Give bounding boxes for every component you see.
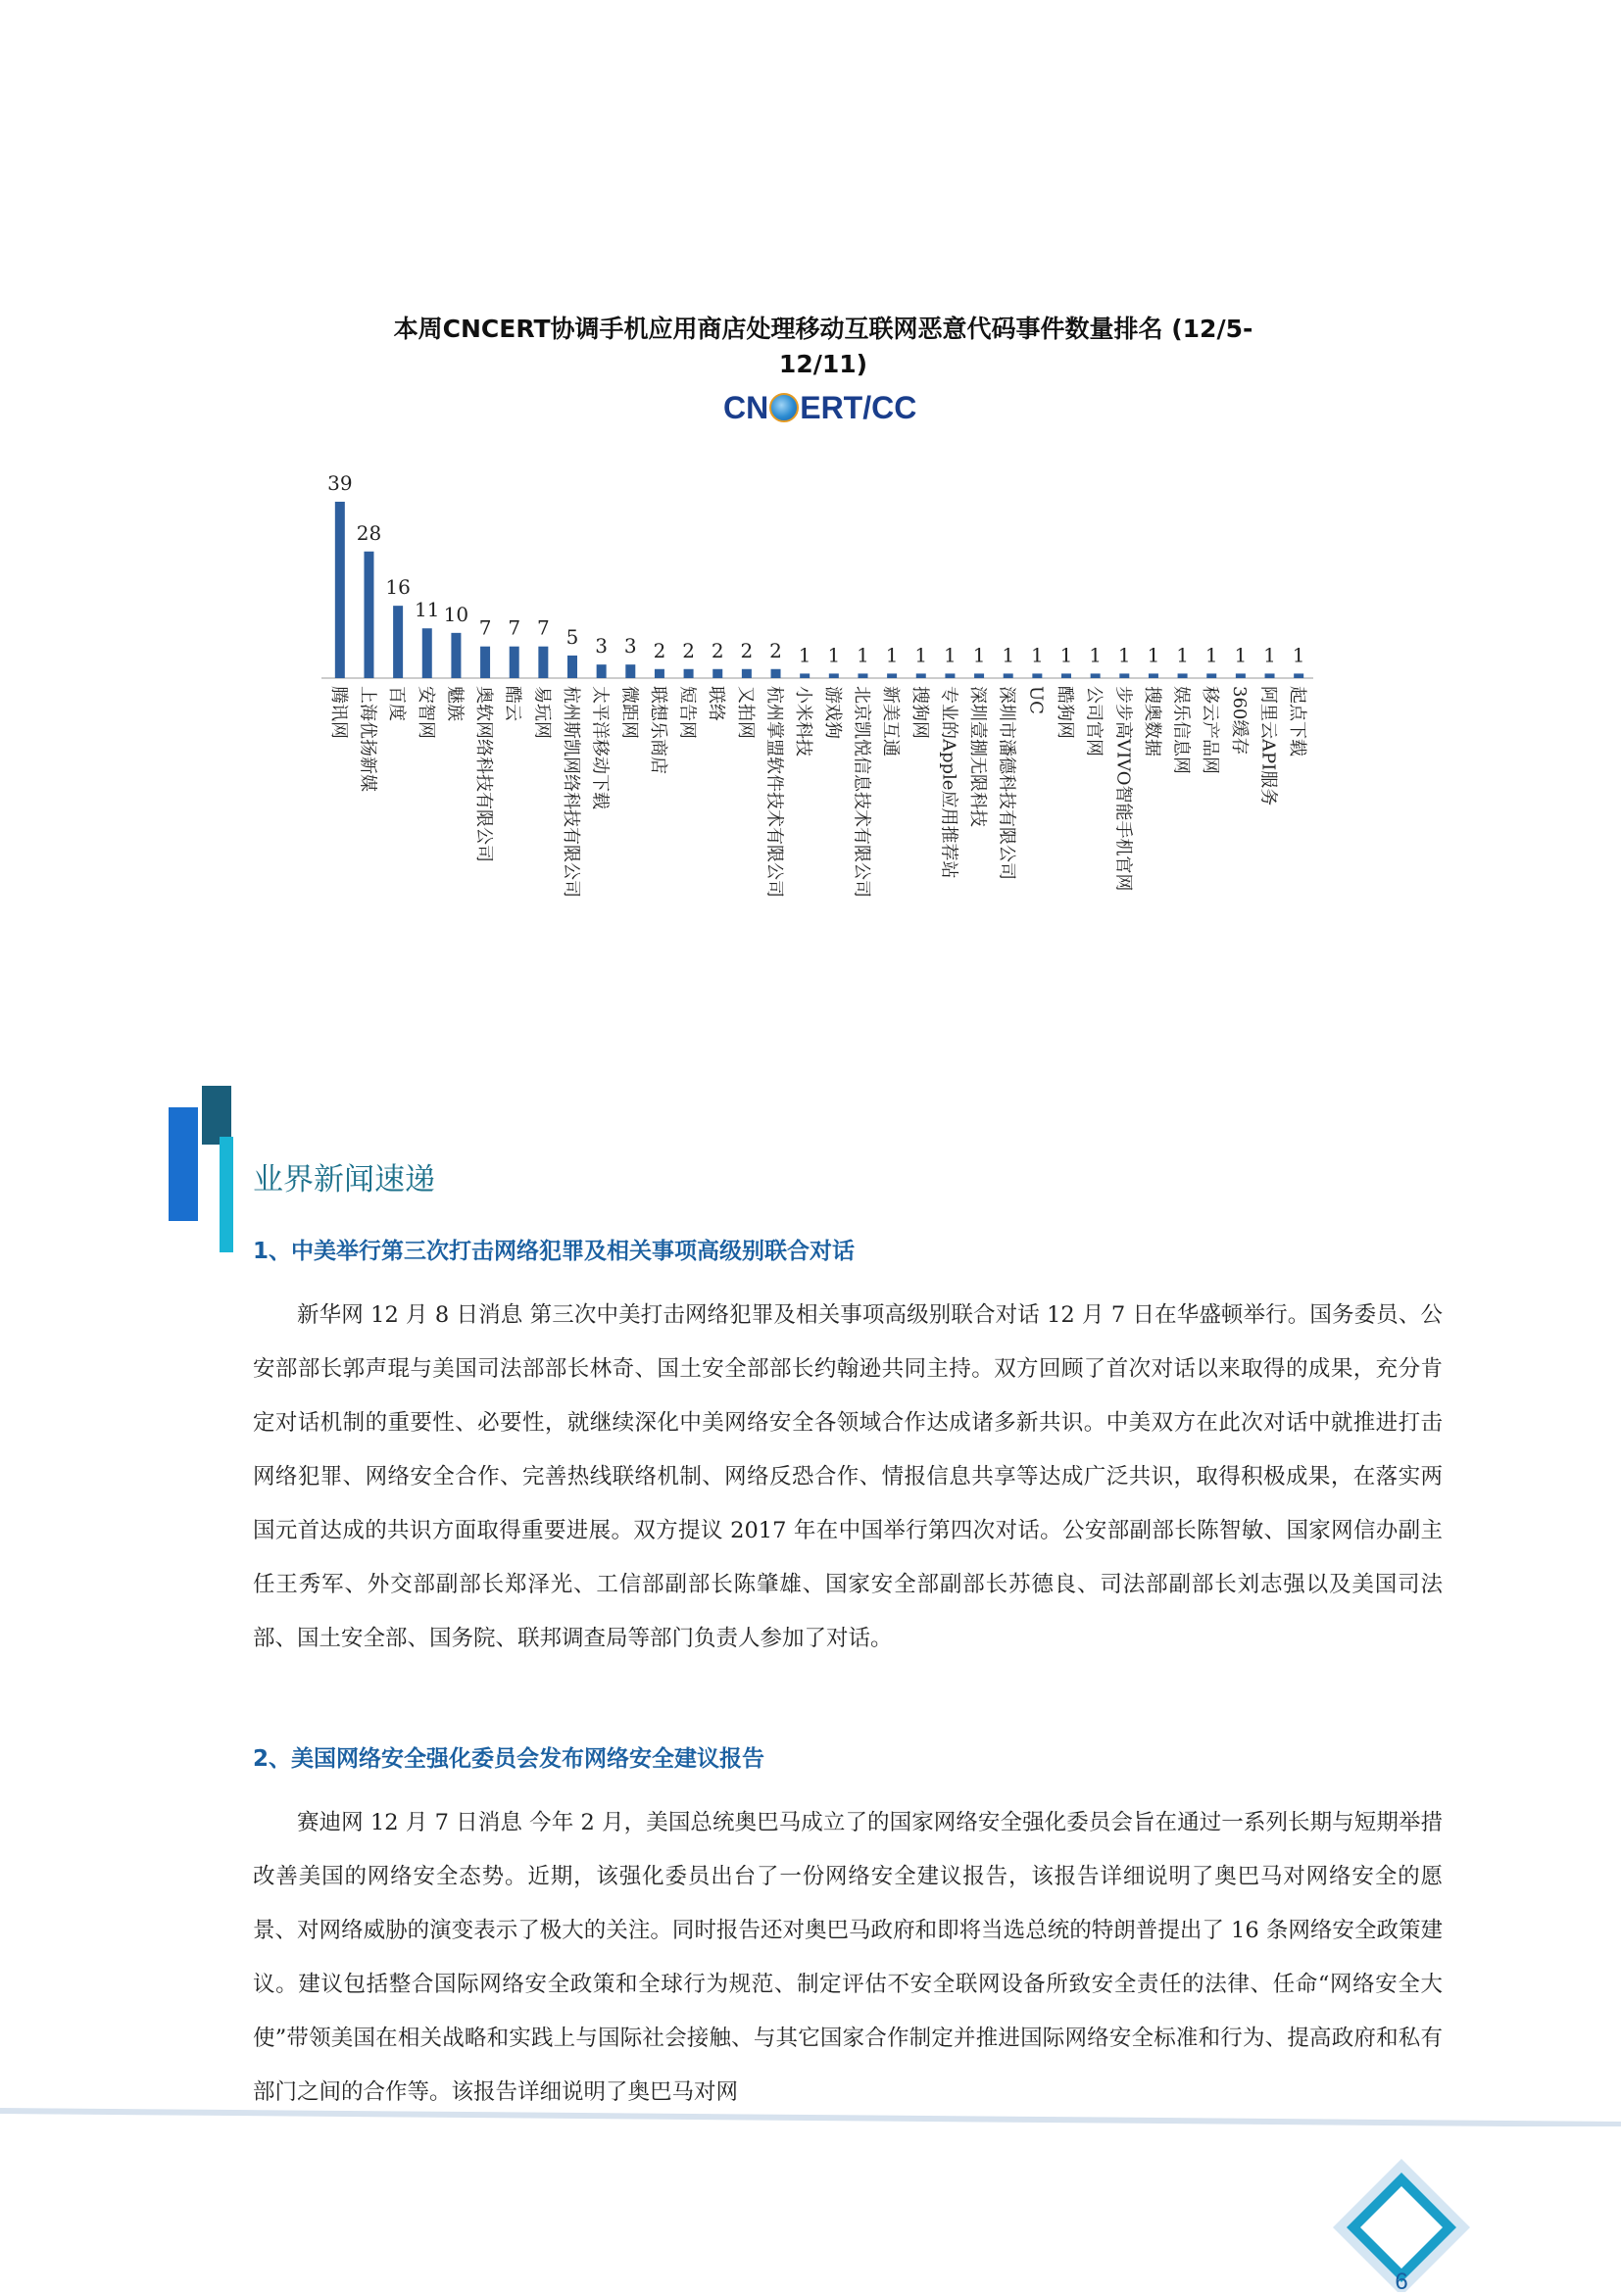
bar (1265, 673, 1275, 678)
bar (974, 673, 984, 678)
data-label: 1 (827, 643, 841, 667)
category-label: 移云产品网 (1200, 686, 1221, 774)
category-label: 太平洋移动下载 (589, 686, 611, 809)
category-label: UC (1025, 686, 1047, 714)
category-label: 腾讯网 (327, 686, 349, 739)
bar (742, 669, 752, 678)
category-label: 杭州斯凯网络科技有限公司 (561, 686, 581, 898)
bar (510, 647, 519, 678)
data-label: 1 (914, 643, 928, 667)
category-label: 深圳市潘德科技有限公司 (996, 686, 1017, 880)
bar (684, 669, 694, 678)
bar (858, 673, 867, 678)
bar (945, 673, 955, 678)
data-label: 39 (327, 471, 353, 495)
data-label: 1 (972, 643, 986, 667)
category-label: 步步高VIVO智能手机官网 (1112, 686, 1134, 892)
category-label: 联想乐商店 (647, 686, 668, 774)
data-label: 1 (1176, 643, 1189, 667)
bar (451, 633, 461, 678)
bar (597, 664, 607, 678)
cncert-logo (723, 390, 929, 433)
news-title-1: 1、中美举行第三次打击网络犯罪及相关事项高级别联合对话 (253, 1239, 856, 1264)
data-label: 2 (653, 638, 666, 662)
category-label: 酷狗网 (1055, 686, 1075, 739)
bar-chart (294, 451, 1333, 1039)
bar (1236, 673, 1246, 678)
data-label: 10 (443, 602, 469, 626)
section-title: 业界新闻速递 (253, 1162, 435, 1197)
bar (1178, 673, 1188, 678)
category-label: 安智网 (415, 686, 436, 739)
bar (422, 628, 432, 678)
section-decoration (169, 1086, 237, 1262)
data-label: 1 (1059, 643, 1073, 667)
bar (480, 647, 490, 678)
data-label: 3 (595, 634, 609, 659)
category-label: 娱乐信息网 (1170, 686, 1192, 774)
chart-title: 本周CNCERT协调手机应用商店处理移动互联网恶意代码事件数量排名 (12/5-12/11) (393, 315, 1253, 378)
data-label: 1 (857, 643, 869, 667)
data-label: 1 (1292, 643, 1305, 667)
data-label: 11 (415, 598, 440, 622)
bar (1206, 673, 1216, 678)
news-body-2: 赛迪网 12 月 7 日消息 今年 2 月，美国总统奥巴马成立了的国家网络安全强化委员会旨在通过一系列长期与短期举措改善美国的网络安全态势。近期，该强化委员出台了一份网络安全建议报告，该报告详细说明了奥巴马对网络安全的愿景、对网络威胁的演变表示了极大的关注。同时报告还对奥巴马政府和即将当选总统的特朗普提出了 16 条网络安全政策建议。建议包括整合国际网络安全政策和全球行为规范、制定评估不安全联网设备所致安全责任的法律、任命“网络安全大使”带领美国在相关战略和实践上与国际社会接触、与其它国家合作制定并推进国际网络安全标准和行为、提高政府和私有部门之间的合作等。该报告详细说明了奥巴马对网 (253, 1810, 1443, 2105)
category-label: 联络 (706, 686, 727, 721)
bar (1032, 673, 1042, 678)
data-label: 1 (1263, 643, 1276, 667)
bar (712, 669, 722, 678)
data-label: 1 (1089, 643, 1103, 667)
category-label: 百度 (386, 686, 408, 721)
bar (1119, 673, 1129, 678)
bar (335, 502, 345, 678)
category-label: 专业的Apple应用推荐站 (938, 686, 959, 879)
bar (887, 673, 897, 678)
data-label: 1 (944, 643, 957, 667)
data-label: 1 (798, 643, 811, 667)
bar (1004, 673, 1013, 678)
bar (1061, 673, 1071, 678)
bar (829, 673, 839, 678)
category-label: 短告网 (676, 686, 698, 739)
data-label: 1 (1147, 643, 1160, 667)
category-label: 又拍网 (734, 686, 756, 739)
data-label: 1 (885, 643, 899, 667)
category-label: 搜奥数据 (1141, 686, 1162, 757)
data-label: 1 (1234, 643, 1248, 667)
bar (1091, 673, 1101, 678)
category-label: 公司官网 (1083, 686, 1105, 757)
bar (916, 673, 926, 678)
data-label: 1 (1204, 643, 1218, 667)
bar (771, 669, 781, 678)
category-label: 游戏狗 (821, 686, 843, 739)
category-label: 北京凯悦信息技术有限公司 (851, 686, 872, 898)
footer-divider (0, 2107, 1621, 2126)
data-label: 7 (478, 615, 492, 640)
page-number: 6 (1395, 2269, 1408, 2295)
category-label: 深圳壹捌无限科技 (967, 686, 989, 827)
bar (625, 664, 635, 678)
bar (1294, 673, 1303, 678)
news-body-1: 新华网 12 月 8 日消息 第三次中美打击网络犯罪及相关事项高级别联合对话 12 月 7 日在华盛顿举行。国务委员、公安部部长郭声琨与美国司法部部长林奇、国土安全部部长约翰逊共同主持。双方回顾了首次对话以来取得的成果，充分肯定对话机制的重要性、必要性，就继续深化中美网络安全各领域合作达成诸多新共识。中美双方在此次对话中就推进打击网络犯罪、网络安全合作、完善热线联络机制、网络反恐合作、情报信息共享等达成广泛共识，取得积极成果，在落实两国元首达成的共识方面取得重要进展。双方提议 2017 年在中国举行第四次对话。公安部副部长陈智敏、国家网信办副主任王秀军、外交部副部长郑泽光、工信部副部长陈肇雄、国家安全部副部长苏德良、司法部副部长刘志强以及美国司法部、国土安全部、国务院、联邦调查局等部门负责人参加了对话。 (253, 1302, 1443, 1651)
category-label: 酷云 (502, 686, 523, 721)
data-label: 28 (356, 520, 382, 545)
category-label: 新美互通 (880, 686, 902, 757)
logo-text-left: CN (723, 390, 769, 425)
bar (567, 656, 577, 678)
bar (364, 552, 373, 678)
category-label: 魅族 (444, 686, 466, 721)
bar (1149, 673, 1158, 678)
bar (800, 673, 810, 678)
category-label: 小米科技 (793, 686, 814, 757)
category-label: 起点下载 (1287, 686, 1308, 757)
category-label: 上海优扬新媒 (357, 686, 378, 792)
data-label: 3 (623, 634, 637, 659)
data-label: 1 (1030, 643, 1044, 667)
data-label: 5 (565, 624, 579, 649)
category-label: 奥软网络科技有限公司 (473, 686, 495, 862)
category-label: 阿里云API服务 (1257, 686, 1279, 806)
data-label: 7 (536, 615, 550, 640)
data-label: 2 (711, 638, 724, 662)
category-label: 杭州掌盟软件技术有限公司 (763, 686, 785, 898)
news-title-2: 2、美国网络安全强化委员会发布网络安全建议报告 (253, 1746, 765, 1772)
bar (538, 647, 548, 678)
category-label: 微距网 (618, 686, 640, 739)
bar (655, 669, 664, 678)
data-label: 1 (1002, 643, 1015, 667)
data-label: 1 (1117, 643, 1131, 667)
data-label: 2 (769, 638, 782, 662)
globe-icon (769, 393, 799, 422)
data-label: 2 (740, 638, 754, 662)
data-label: 7 (508, 615, 521, 640)
category-label: 360缓存 (1228, 686, 1250, 756)
logo-text-right: ERT/CC (800, 390, 917, 425)
data-label: 2 (682, 638, 695, 662)
category-label: 易玩网 (531, 686, 553, 739)
bar (393, 606, 403, 678)
category-label: 搜狗网 (909, 686, 930, 739)
data-label: 16 (385, 575, 411, 600)
